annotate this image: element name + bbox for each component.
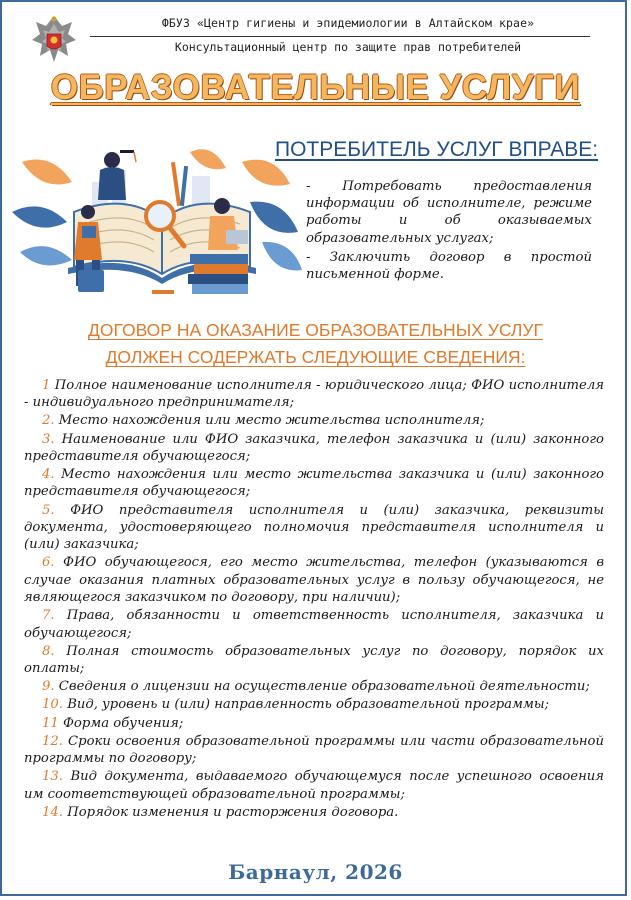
item-number: 2. xyxy=(42,413,55,429)
item-text: Вид документа, выдаваемого обучающемуся после успешного освоения им соответствующей образовательной программы; xyxy=(24,769,604,802)
list-item xyxy=(24,502,604,554)
item-text: ФИО представителя исполнителя и (или) заказчика, реквизиты документа, удостоверяющего полномочия представителя исполнителя и (или) заказчика; xyxy=(24,502,604,553)
item-text: Сведения о лицензии на осуществление образовательной деятельности; xyxy=(58,679,590,695)
rospotrebnadzor-emblem-icon xyxy=(30,12,78,66)
item-number: 1 xyxy=(42,378,51,393)
rights-list xyxy=(306,178,592,285)
contract-heading-line-2: ДОЛЖЕН СОДЕРЖАТЬ СЛЕДУЮЩИЕ СВЕДЕНИЯ: xyxy=(105,347,526,367)
item-text: Полное наименование исполнителя - юридического лица; ФИО исполнителя - индивидуального предпринимателя; xyxy=(24,378,604,411)
list-item xyxy=(24,768,604,803)
page-title: ОБРАЗОВАТЕЛЬНЫЕ УСЛУГИ xyxy=(50,68,581,107)
item-number: 11 xyxy=(42,715,59,731)
rights-item: - Потребовать предоставления информации об исполнителе, режиме работы и об оказываемых образовательных услугах; xyxy=(306,179,592,246)
rights-item: - Заключить договор в простой письменной форме. xyxy=(306,249,592,283)
list-item xyxy=(24,607,604,642)
item-number: 10. xyxy=(42,697,63,713)
item-text: Место нахождения или место жительства заказчика и (или) законного представителя обучающегося; xyxy=(24,467,604,500)
list-item xyxy=(24,431,604,466)
contract-heading-line-1: ДОГОВОР НА ОКАЗАНИЕ ОБРАЗОВАТЕЛЬНЫХ УСЛУГ xyxy=(88,320,543,340)
education-illustration xyxy=(12,142,302,304)
item-text: Порядок изменения и расторжения договора. xyxy=(67,804,399,820)
list-item xyxy=(24,643,604,678)
item-number: 9. xyxy=(42,679,55,695)
item-text: Права, обязанности и ответственность исполнителя, заказчика и обучающегося; xyxy=(24,608,604,641)
item-text: Наименование или ФИО заказчика, телефон заказчика и (или) законного представителя обучающегося; xyxy=(24,431,604,464)
bag-icon xyxy=(78,270,104,292)
item-number: 3. xyxy=(42,431,55,447)
list-item xyxy=(24,678,604,695)
rights-title: ПОТРЕБИТЕЛЬ УСЛУГ ВПРАВЕ: xyxy=(275,138,599,161)
contract-heading xyxy=(2,317,627,371)
item-text: Форма обучения; xyxy=(62,715,184,731)
contract-requirements-list xyxy=(24,377,604,822)
item-number: 14. xyxy=(42,804,63,820)
list-item xyxy=(24,696,604,713)
header-divider xyxy=(90,36,590,37)
item-text: Полная стоимость образовательных услуг по договору, порядок их оплаты; xyxy=(24,643,604,676)
graduate-person-icon xyxy=(98,150,136,200)
item-number: 7. xyxy=(42,608,55,624)
item-text: Вид, уровень и (или) направленность образовательной программы; xyxy=(67,697,550,713)
item-text: Сроки освоения образовательной программы или части образовательной программы по договору; xyxy=(24,733,604,767)
item-text: ФИО обучающегося, его место жительства, телефон (указываются в случае оказания платных образовательных услуг в пользу обучающегося, не являющегося заказчиком по договору, при наличии); xyxy=(24,555,604,606)
list-item xyxy=(24,733,604,768)
list-item xyxy=(24,412,604,429)
item-number: 13. xyxy=(42,769,63,785)
list-item xyxy=(24,715,604,732)
center-name: Консультационный центр по защите прав потребителей xyxy=(174,40,522,54)
organization-name: ФБУЗ «Центр гигиены и эпидемиологии в Алтайском крае» xyxy=(161,16,535,30)
item-number: 8. xyxy=(42,643,55,659)
list-item xyxy=(24,466,604,501)
list-item xyxy=(24,554,604,606)
item-number: 12. xyxy=(42,733,63,749)
item-text: Место нахождения или место жительства исполнителя; xyxy=(58,413,485,429)
list-item xyxy=(24,804,604,821)
list-item xyxy=(24,377,604,412)
item-number: 4. xyxy=(42,467,55,483)
item-number: 6. xyxy=(42,555,55,571)
book-stack-icon xyxy=(188,254,248,294)
item-number: 5. xyxy=(42,502,55,518)
footer-city-year: Барнаул, 2026 xyxy=(228,860,403,884)
